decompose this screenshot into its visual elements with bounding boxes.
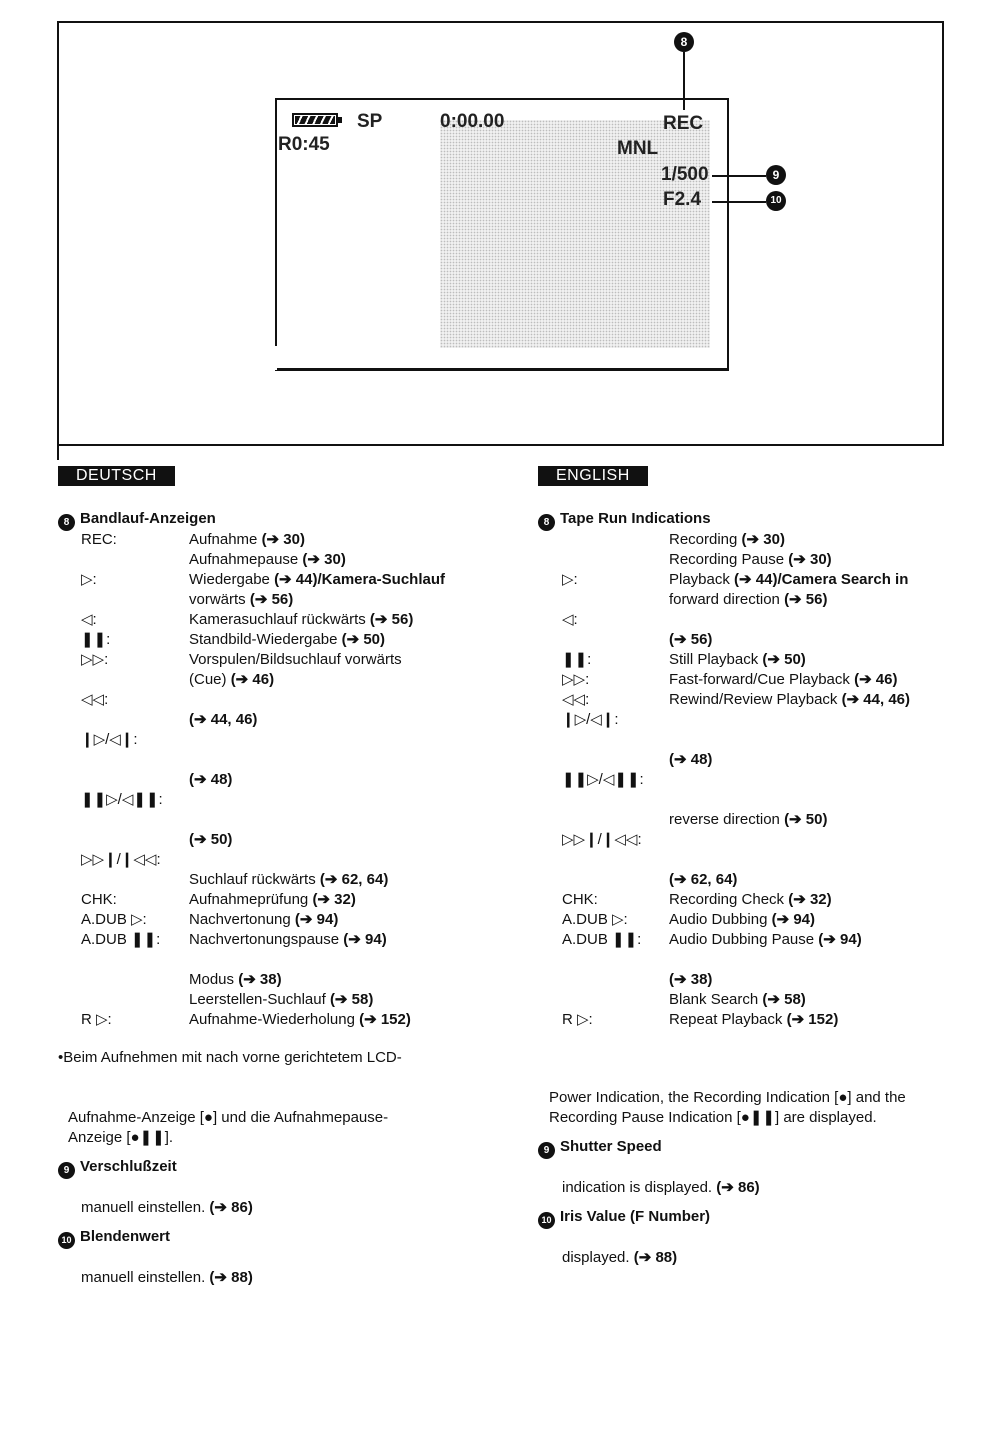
de-row-description: Kamerasuchlauf rückwärts (➔ 56) bbox=[189, 611, 414, 628]
callout-10-line bbox=[712, 201, 766, 203]
en-row-description: Recording (➔ 30) bbox=[669, 531, 785, 548]
de-row-description: Aufnahmeprüfung (➔ 32) bbox=[189, 891, 356, 908]
de-section-10-heading bbox=[58, 1228, 170, 1249]
en-section-10-title: Iris Value (F Number) bbox=[560, 1208, 711, 1225]
de-section-10-title: Blendenwert bbox=[80, 1228, 171, 1245]
de-section-9-number-icon: 9 bbox=[58, 1162, 75, 1179]
de-section-9-heading bbox=[58, 1158, 177, 1179]
osd-shutter-speed: 1/500 bbox=[661, 164, 709, 185]
osd-remaining-time: R0:45 bbox=[278, 134, 330, 155]
en-row-symbol: ▷▷❙/❙◁◁: bbox=[562, 831, 642, 848]
en-row-symbol: R ▷: bbox=[562, 1011, 593, 1028]
de-row-description: Nachvertonung (➔ 94) bbox=[189, 911, 339, 928]
en-row-description: Recording Check (➔ 32) bbox=[669, 891, 832, 908]
en-section-10-heading bbox=[538, 1208, 710, 1229]
de-row-symbol: A.DUB ❚❚: bbox=[81, 931, 161, 948]
en-row-description: forward direction (➔ 56) bbox=[669, 591, 828, 608]
deutsch-banner: DEUTSCH bbox=[58, 466, 175, 486]
de-row-symbol: R ▷: bbox=[81, 1011, 112, 1028]
callout-9: 9 bbox=[766, 165, 786, 185]
de-row-symbol: ▷▷❙/❙◁◁: bbox=[81, 851, 161, 868]
de-row-description: (➔ 48) bbox=[189, 771, 233, 788]
en-row-description: Fast-forward/Cue Playback (➔ 46) bbox=[669, 671, 898, 688]
callout-8: 8 bbox=[674, 32, 694, 52]
en-section-8-heading bbox=[538, 510, 711, 531]
de-section-8-heading bbox=[58, 510, 216, 531]
en-row-symbol: CHK: bbox=[562, 891, 598, 908]
en-section-9-number-icon: 9 bbox=[538, 1142, 555, 1159]
en-section-9-heading bbox=[538, 1138, 662, 1159]
en-row-description: Rewind/Review Playback (➔ 44, 46) bbox=[669, 691, 911, 708]
lcd-screen-right-edge bbox=[727, 98, 729, 370]
de-row-description: Nachvertonungspause (➔ 94) bbox=[189, 931, 387, 948]
en-section-10-number-icon: 10 bbox=[538, 1212, 555, 1229]
en-row-description: (➔ 48) bbox=[669, 751, 713, 768]
en-row-symbol: A.DUB ▷: bbox=[562, 911, 628, 928]
de-section-8-number-icon: 8 bbox=[58, 514, 75, 531]
en-row-description: Repeat Playback (➔ 152) bbox=[669, 1011, 839, 1028]
de-row-description: Aufnahmepause (➔ 30) bbox=[189, 551, 346, 568]
en-row-symbol: A.DUB ❚❚: bbox=[562, 931, 642, 948]
en-row-symbol: ◁◁: bbox=[562, 691, 590, 708]
en-section-8-number-icon: 8 bbox=[538, 514, 555, 531]
en-row-description: (➔ 38) bbox=[669, 971, 713, 988]
de-row-symbol: ▷▷: bbox=[81, 651, 109, 668]
de-row-description: Leerstellen-Suchlauf (➔ 58) bbox=[189, 991, 374, 1008]
lcd-image-area bbox=[440, 120, 710, 348]
de-note-line-1: •Beim Aufnehmen mit nach vorne gerichtetem LCD- bbox=[58, 1049, 402, 1066]
de-row-description: Aufnahme (➔ 30) bbox=[189, 531, 305, 548]
de-row-symbol: ◁◁: bbox=[81, 691, 109, 708]
de-row-symbol: ❚❚▷/◁❚❚: bbox=[81, 791, 163, 808]
en-row-description: Audio Dubbing (➔ 94) bbox=[669, 911, 816, 928]
de-row-description: Vorspulen/Bildsuchlauf vorwärts bbox=[189, 651, 402, 668]
callout-8-line bbox=[683, 52, 685, 110]
battery-tip-icon bbox=[338, 117, 342, 123]
en-section-9-title: Shutter Speed bbox=[560, 1138, 662, 1155]
de-row-symbol: CHK: bbox=[81, 891, 117, 908]
en-row-description: Recording Pause (➔ 30) bbox=[669, 551, 832, 568]
en-row-symbol: ❚❚: bbox=[562, 651, 592, 668]
osd-iris: F2.4 bbox=[663, 189, 702, 210]
english-banner: ENGLISH bbox=[538, 466, 648, 486]
en-note-line-1: Power Indication, the Recording Indication [●] and the bbox=[549, 1089, 906, 1106]
en-row-description: (➔ 56) bbox=[669, 631, 713, 648]
de-row-description: (➔ 50) bbox=[189, 831, 233, 848]
lcd-screen-bottom-edge bbox=[275, 368, 729, 371]
de-row-symbol: ◁: bbox=[81, 611, 97, 628]
en-row-description: Blank Search (➔ 58) bbox=[669, 991, 806, 1008]
en-row-symbol: ▷▷: bbox=[562, 671, 590, 688]
de-section-10-text: manuell einstellen. (➔ 88) bbox=[81, 1269, 253, 1286]
en-row-description: Playback (➔ 44)/Camera Search in bbox=[669, 571, 909, 588]
en-section-8-title: Tape Run Indications bbox=[560, 510, 711, 527]
de-row-description: (➔ 44, 46) bbox=[189, 711, 258, 728]
de-row-symbol: ❙▷/◁❙: bbox=[81, 731, 138, 748]
en-note-line-2: Recording Pause Indication [●❚❚] are displayed. bbox=[549, 1109, 877, 1126]
osd-tape-mode: SP bbox=[357, 111, 383, 132]
osd-timecode: 0:00.00 bbox=[440, 111, 505, 132]
en-row-description: Still Playback (➔ 50) bbox=[669, 651, 806, 668]
callout-10: 10 bbox=[766, 191, 786, 211]
en-section-10-text: displayed. (➔ 88) bbox=[562, 1249, 678, 1266]
de-row-symbol: A.DUB ▷: bbox=[81, 911, 147, 928]
en-row-description: Audio Dubbing Pause (➔ 94) bbox=[669, 931, 862, 948]
de-row-description: Aufnahme-Wiederholung (➔ 152) bbox=[189, 1011, 411, 1028]
de-row-symbol: REC: bbox=[81, 531, 117, 548]
de-row-description: Wiedergabe (➔ 44)/Kamera-Suchlauf bbox=[189, 571, 446, 588]
osd-mnl: MNL bbox=[617, 138, 659, 159]
de-row-symbol: ▷: bbox=[81, 571, 97, 588]
en-section-9-text: indication is displayed. (➔ 86) bbox=[562, 1179, 760, 1196]
osd-rec: REC bbox=[663, 113, 704, 134]
de-section-10-number-icon: 10 bbox=[58, 1232, 75, 1249]
de-section-9-text: manuell einstellen. (➔ 86) bbox=[81, 1199, 253, 1216]
de-row-description: Modus (➔ 38) bbox=[189, 971, 282, 988]
frame-tick bbox=[57, 444, 59, 460]
de-row-description: (Cue) (➔ 46) bbox=[189, 671, 275, 688]
en-row-symbol: ❙▷/◁❙: bbox=[562, 711, 619, 728]
de-section-9-title: Verschlußzeit bbox=[80, 1158, 177, 1175]
en-row-description: reverse direction (➔ 50) bbox=[669, 811, 828, 828]
de-row-description: Suchlauf rückwärts (➔ 62, 64) bbox=[189, 871, 389, 888]
en-row-symbol: ▷: bbox=[562, 571, 578, 588]
en-row-symbol: ❚❚▷/◁❚❚: bbox=[562, 771, 644, 788]
en-row-symbol: ◁: bbox=[562, 611, 578, 628]
callout-9-line bbox=[712, 175, 766, 177]
de-row-description: vorwärts (➔ 56) bbox=[189, 591, 294, 608]
de-row-description: Standbild-Wiedergabe (➔ 50) bbox=[189, 631, 386, 648]
de-note-line-2: Aufnahme-Anzeige [●] und die Aufnahmepause- bbox=[68, 1109, 389, 1126]
de-note-line-3: Anzeige [●❚❚]. bbox=[68, 1129, 174, 1146]
battery-level-icon bbox=[295, 116, 335, 124]
de-row-symbol: ❚❚: bbox=[81, 631, 111, 648]
de-section-8-title: Bandlauf-Anzeigen bbox=[80, 510, 216, 527]
en-row-description: (➔ 62, 64) bbox=[669, 871, 738, 888]
